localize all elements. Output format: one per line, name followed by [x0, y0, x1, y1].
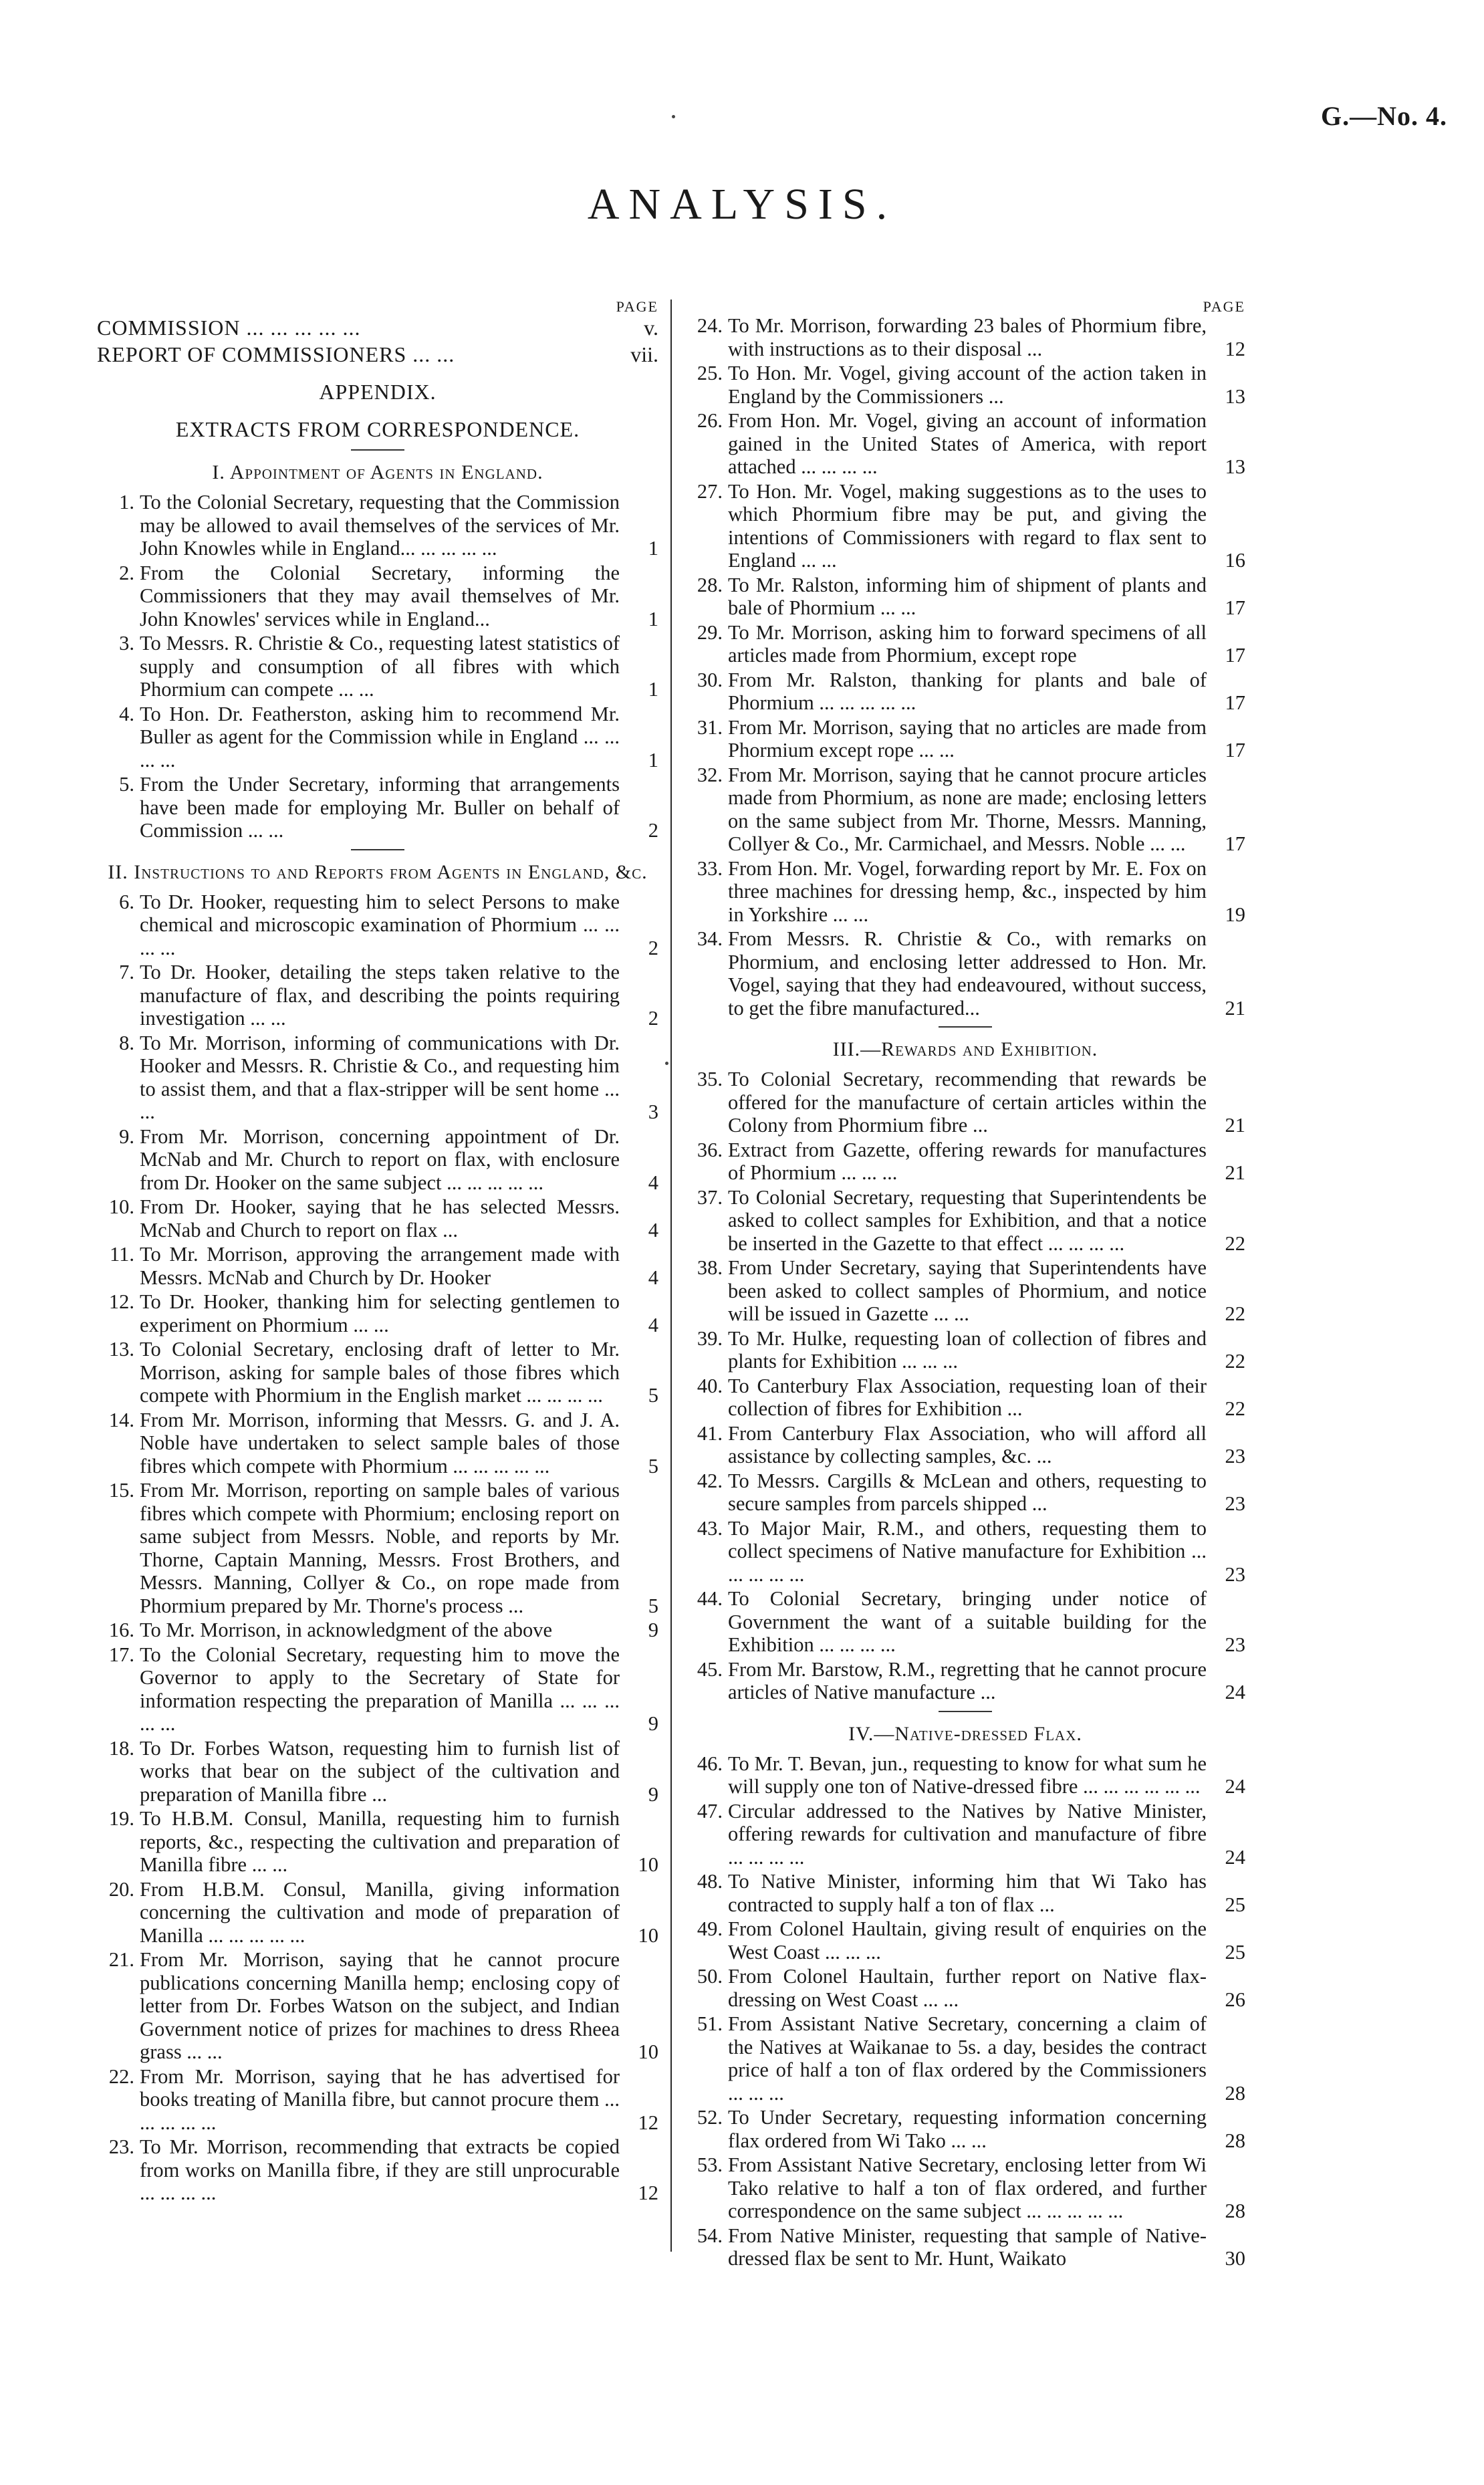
- entry-text: From Messrs. R. Christie & Co., with remarks on Phormium, and enclosing letter addressed to Hon. Mr. Vogel, saying that they had endeavoured, without success, to get the fibre manufactured...: [728, 927, 1207, 1020]
- entry-number: 4.: [119, 702, 134, 725]
- toc-entry: [97, 1125, 658, 1195]
- entry-page: 28: [1225, 2129, 1245, 2152]
- entry-number: 1.: [119, 491, 134, 513]
- page-column-label: PAGE: [616, 298, 658, 315]
- entry-page: 24: [1225, 1775, 1245, 1798]
- entry-page: 17: [1225, 644, 1245, 667]
- entry-page: 28: [1225, 2081, 1245, 2105]
- section-rule: [351, 849, 404, 850]
- section-heading: I. Appointment of Agents in England.: [212, 461, 543, 483]
- toc-entry: [97, 1807, 658, 1877]
- toc-entry: [97, 1878, 658, 1947]
- entry-text: From Mr. Ralston, thanking for plants and bale of Phormium ... ... ... ... ...: [728, 668, 1207, 714]
- entry-text: To Messrs. R. Christie & Co., requesting latest statistics of supply and consumption of all fibres with which Phormium can compete ... ...: [140, 632, 620, 701]
- entry-number: 31.: [697, 715, 723, 739]
- toc-entry: [685, 857, 1245, 927]
- entry-number: 14.: [108, 1408, 134, 1431]
- toc-entry: [685, 1422, 1245, 1468]
- entry-number: 8.: [119, 1031, 134, 1054]
- toc-entry: [685, 1658, 1245, 1704]
- entry-page: 4: [648, 1266, 658, 1289]
- entry-number: 9.: [119, 1125, 134, 1148]
- entry-text: To Colonial Secretary, bringing under notice of Government the want of a suitable building for the Exhibition ... ... ... ...: [728, 1587, 1207, 1656]
- entry-page: 1: [648, 607, 658, 630]
- entry-page: 23: [1225, 1492, 1245, 1515]
- entry-page: 22: [1225, 1302, 1245, 1325]
- entry-page: 1: [648, 678, 658, 701]
- toc-entry: [685, 621, 1245, 667]
- toc-entry: [685, 362, 1245, 408]
- toc-entry: [685, 2012, 1245, 2105]
- toc-entry: [685, 1256, 1245, 1326]
- entry-text: From Mr. Morrison, informing that Messrs. G. and J. A. Noble have undertaken to select sample bales of those fibres which compete with Phormium ... ... ... ... ...: [140, 1408, 620, 1477]
- toc-entry: [685, 1965, 1245, 2011]
- entry-text: To Colonial Secretary, enclosing draft of letter to Mr. Morrison, asking for sample bales of those fibres which compete with Phormium in the English market ... ... ... ...: [140, 1338, 620, 1407]
- toc-entry: [685, 1752, 1245, 1798]
- toc-lead-entry: [97, 341, 658, 368]
- entry-text: To Mr. Morrison, forwarding 23 bales of Phormium fibre, with instructions as to their disposal ...: [728, 314, 1207, 360]
- entry-number: 54.: [697, 2224, 723, 2247]
- toc-entry: [97, 1948, 658, 2064]
- entry-number: 45.: [697, 1657, 723, 1681]
- toc-entry: [97, 1243, 658, 1289]
- toc-entry: [97, 1338, 658, 1407]
- entry-page: 22: [1225, 1350, 1245, 1373]
- entry-page: 13: [1225, 384, 1245, 408]
- toc-entry: [685, 763, 1245, 856]
- entry-text: To the Colonial Secretary, requesting him to move the Governor to apply to the Secretary of State for information respecting the preparation of Manilla ... ... ... ... ...: [140, 1643, 620, 1735]
- entry-number: 7.: [119, 961, 134, 983]
- toc-entry: [685, 409, 1245, 479]
- entry-page: 17: [1225, 691, 1245, 714]
- section-heading: III.—Rewards and Exhibition.: [832, 1038, 1098, 1060]
- toc-entry: [685, 314, 1245, 360]
- toc-entry: [97, 2065, 658, 2135]
- lead-page: v.: [644, 316, 658, 340]
- toc-entry: [97, 961, 658, 1030]
- entry-page: 19: [1225, 903, 1245, 926]
- entry-page: 12: [638, 2111, 658, 2134]
- entry-page: 30: [1225, 2247, 1245, 2270]
- entry-text: To Mr. T. Bevan, jun., requesting to know for what sum he will supply one ton of Native-dressed fibre ... ... ... ... ... ...: [728, 1752, 1207, 1798]
- toc-entry: [685, 1068, 1245, 1137]
- entry-number: 13.: [108, 1338, 134, 1360]
- toc-entry: [97, 632, 658, 701]
- entry-page: 28: [1225, 2200, 1245, 2222]
- toc-entry: [685, 2153, 1245, 2223]
- entry-number: 34.: [697, 927, 723, 950]
- appendix-heading: APPENDIX.: [319, 380, 437, 404]
- toc-entry: [685, 927, 1245, 1020]
- toc-entry: [97, 1643, 658, 1736]
- entry-text: To Colonial Secretary, requesting that Superintendents be asked to collect samples for Exhibition, and that a notice be inserted in the Gazette to that effect ... ... ... ...: [728, 1185, 1207, 1255]
- entry-page: 26: [1225, 1988, 1245, 2011]
- entry-text: From Colonel Haultain, further report on Native flax-dressing on West Coast ... ...: [728, 1965, 1207, 2011]
- entry-page: 21: [1225, 1161, 1245, 1184]
- entry-page: 4: [648, 1313, 658, 1336]
- entry-number: 50.: [697, 1965, 723, 1988]
- entry-page: 4: [648, 1218, 658, 1241]
- entry-page: 23: [1225, 1445, 1245, 1467]
- entry-text: Circular addressed to the Natives by Native Minister, offering rewards for cultivation and manufacture of fibre ... ... ... ...: [728, 1799, 1207, 1869]
- entry-number: 27.: [697, 479, 723, 503]
- entry-number: 38.: [697, 1256, 723, 1279]
- entry-number: 52.: [697, 2106, 723, 2129]
- toc-entry: [685, 1375, 1245, 1421]
- entry-text: To Dr. Hooker, thanking him for selecting gentlemen to experiment on Phormium ... ...: [140, 1290, 620, 1336]
- entry-text: To Colonial Secretary, recommending that rewards be offered for the manufacture of certain articles within the Colony from Phormium fibre ...: [728, 1068, 1207, 1137]
- entry-number: 51.: [697, 2012, 723, 2035]
- toc-entry: [685, 1327, 1245, 1373]
- entry-page: 25: [1225, 1893, 1245, 1916]
- toc-entry: [685, 1870, 1245, 1916]
- entry-text: To Mr. Morrison, recommending that extracts be copied from works on Manilla fibre, if they are still unprocurable ... ... ... ...: [140, 2135, 620, 2204]
- entry-text: To the Colonial Secretary, requesting that the Commission may be allowed to avail themselves of the services of Mr. John Knowles while in England... ... ... ... ...: [140, 491, 620, 560]
- entry-number: 21.: [108, 1948, 134, 1971]
- document-id: G.—No. 4.: [1321, 101, 1447, 131]
- entry-text: To Dr. Hooker, requesting him to select Persons to make chemical and microscopic examination of Phormium ... ... ... ...: [140, 890, 620, 959]
- entry-page: 17: [1225, 739, 1245, 761]
- right-column: [685, 300, 1245, 2272]
- entry-number: 29.: [697, 620, 723, 644]
- entry-page: 5: [648, 1384, 658, 1407]
- entry-text: From the Under Secretary, informing that arrangements have been made for employing Mr. Buller on behalf of Commission ... ...: [140, 773, 620, 842]
- entry-page: 24: [1225, 1845, 1245, 1869]
- entry-page: 25: [1225, 1940, 1245, 1964]
- entry-number: 53.: [697, 2153, 723, 2176]
- entry-number: 28.: [697, 573, 723, 596]
- toc-entry: [685, 2224, 1245, 2270]
- entry-number: 22.: [108, 2064, 134, 2088]
- section-rule: [939, 1026, 992, 1028]
- entry-number: 15.: [108, 1479, 134, 1502]
- entry-number: 6.: [119, 890, 134, 913]
- toc-entry: [97, 491, 658, 560]
- page-column-label: PAGE: [1203, 298, 1245, 315]
- entry-text: From Mr. Morrison, concerning appointment of Dr. McNab and Mr. Church to report on flax, with enclosure from Dr. Hooker on the same subject ... ... ... ... ...: [140, 1125, 620, 1194]
- entry-page: 2: [648, 819, 658, 842]
- entry-text: From Mr. Barstow, R.M., regretting that he cannot procure articles of Native manufacture ...: [728, 1657, 1207, 1703]
- entry-number: 3.: [119, 632, 134, 655]
- entry-number: 26.: [697, 409, 723, 432]
- entry-number: 32.: [697, 763, 723, 786]
- toc-lead-entry: [97, 314, 658, 341]
- left-column: [97, 300, 658, 2206]
- entry-text: To Mr. Morrison, informing of communications with Dr. Hooker and Messrs. R. Christie & Co., and requesting him to assist them, and that a flax-stripper will be sent home ... ...: [140, 1031, 620, 1123]
- extracts-heading: EXTRACTS FROM CORRESPONDENCE.: [175, 417, 580, 441]
- entry-text: To Mr. Morrison, asking him to forward specimens of all articles made from Phormium, except rope: [728, 620, 1207, 667]
- toc-entry: [685, 716, 1245, 762]
- entry-text: From H.B.M. Consul, Manilla, giving information concerning the cultivation and mode of preparation of Manilla ... ... ... ... ...: [140, 1877, 620, 1947]
- entry-text: From Hon. Mr. Vogel, giving an account of information gained in the United States of America, with report attached ... ... ... ...: [728, 409, 1207, 478]
- section-rule: [939, 1711, 992, 1712]
- section-rule: [351, 449, 404, 451]
- entry-page: 17: [1225, 596, 1245, 619]
- entry-text: From Hon. Mr. Vogel, forwarding report by Mr. E. Fox on three machines for dressing hemp, &c., inspected by him in Yorkshire ... ...: [728, 856, 1207, 926]
- toc-entry: [685, 480, 1245, 572]
- toc-entry: [97, 703, 658, 772]
- entry-text: From the Colonial Secretary, informing the Commissioners that they may avail themselves of Mr. John Knowles' services while in England...: [140, 561, 620, 630]
- entry-number: 24.: [697, 314, 723, 337]
- entry-number: 49.: [697, 1917, 723, 1940]
- entry-page: 4: [648, 1171, 658, 1194]
- entry-page: 10: [638, 1853, 658, 1876]
- speck-mark: [665, 1062, 668, 1065]
- toc-entry: [685, 1139, 1245, 1185]
- entry-text: To Under Secretary, requesting information concerning flax ordered from Wi Tako ... ...: [728, 2106, 1207, 2152]
- section-heading: IV.—Native-dressed Flax.: [848, 1722, 1082, 1745]
- entry-number: 19.: [108, 1807, 134, 1830]
- entry-text: To Hon. Mr. Vogel, giving account of the action taken in England by the Commissioners ...: [728, 362, 1207, 408]
- entry-page: 22: [1225, 1231, 1245, 1255]
- entry-page: 13: [1225, 455, 1245, 478]
- entry-page: 12: [638, 2181, 658, 2204]
- entry-page: 1: [648, 537, 658, 560]
- entry-number: 20.: [108, 1877, 134, 1901]
- entry-number: 30.: [697, 668, 723, 691]
- entry-text: From Assistant Native Secretary, enclosing letter from Wi Tako relative to half a ton of flax ordered, and further correspondence on the same subject ... ... ... ... ...: [728, 2153, 1207, 2222]
- page-title: ANALYSIS.: [587, 180, 897, 229]
- toc-entry: [97, 773, 658, 842]
- entry-text: From Mr. Morrison, saying that he cannot procure articles made from Phormium, as none are made; enclosing letters on the same subject from Mr. Thorne, Messrs. Manning, Collyer & Co., Mr. Carmichael, and Messrs. Noble ... ...: [728, 763, 1207, 855]
- entry-number: 48.: [697, 1870, 723, 1893]
- entry-text: From Assistant Native Secretary, concerning a claim of the Natives at Waikanae to 5s. a day, besides the contract price of half a ton of flax ordered by the Commissioners ... ... ...: [728, 2012, 1207, 2105]
- entry-page: 12: [1225, 337, 1245, 360]
- entry-text: To Major Mair, R.M., and others, requesting them to collect specimens of Native manufacture for Exhibition ... ... ... ... ...: [728, 1516, 1207, 1586]
- toc-entry: [685, 1917, 1245, 1964]
- entry-text: From Native Minister, requesting that sample of Native-dressed flax be sent to Mr. Hunt, Waikato: [728, 2224, 1207, 2270]
- entry-number: 35.: [697, 1068, 723, 1090]
- speck-mark: [672, 115, 675, 118]
- entry-text: From Dr. Hooker, saying that he has selected Messrs. McNab and Church to report on flax ...: [140, 1195, 620, 1241]
- entry-text: From Canterbury Flax Association, who will afford all assistance by collecting samples, &c. ...: [728, 1421, 1207, 1467]
- entry-text: To Dr. Forbes Watson, requesting him to furnish list of works that bear on the subject of the cultivation and preparation of Manilla fibre ...: [140, 1736, 620, 1806]
- entry-page: 5: [648, 1454, 658, 1477]
- entry-number: 16.: [108, 1619, 134, 1641]
- toc-entry: [97, 1409, 658, 1478]
- entry-number: 42.: [697, 1469, 723, 1492]
- entry-number: 10.: [108, 1195, 134, 1218]
- entry-number: 47.: [697, 1799, 723, 1822]
- entry-page: 16: [1225, 549, 1245, 572]
- entry-number: 17.: [108, 1643, 134, 1666]
- entry-text: From Mr. Morrison, saying that he cannot procure publications concerning Manilla hemp; enclosing copy of letter from Dr. Forbes Watson on the subject, and Indian Government notice of prizes for machines to dress Rheea grass ... ...: [140, 1948, 620, 2063]
- toc-entry: [97, 1032, 658, 1124]
- toc-entry: [97, 2135, 658, 2205]
- entry-number: 25.: [697, 362, 723, 384]
- toc-entry: [685, 1587, 1245, 1657]
- entry-text: To Mr. Ralston, informing him of shipment of plants and bale of Phormium ... ...: [728, 573, 1207, 619]
- entry-text: To Native Minister, informing him that Wi Tako has contracted to supply half a ton of flax ...: [728, 1870, 1207, 1916]
- entry-text: Extract from Gazette, offering rewards for manufactures of Phormium ... ... ...: [728, 1138, 1207, 1184]
- entry-page: 10: [638, 1923, 658, 1947]
- entry-number: 5.: [119, 773, 134, 796]
- entry-page: 9: [648, 1619, 658, 1641]
- entry-number: 18.: [108, 1736, 134, 1760]
- entry-page: 5: [648, 1594, 658, 1617]
- entry-number: 11.: [110, 1243, 134, 1266]
- entry-number: 43.: [697, 1516, 723, 1540]
- toc-entry: [97, 1479, 658, 1617]
- entry-text: From Mr. Morrison, reporting on sample bales of various fibres which compete with Phormium; enclosing report on same subject from Messrs. Noble, and reports by Mr. Thorne, Captain Manning, Messrs. Frost Brothers, and Messrs. Manning, Collyer & Co., on rope made from Phormium prepared by Mr. Thorne's process ...: [140, 1479, 620, 1617]
- entry-page: 10: [638, 2040, 658, 2063]
- entry-text: From Mr. Morrison, saying that no articles are made from Phormium except rope ... ...: [728, 715, 1207, 761]
- entry-page: 1: [648, 748, 658, 772]
- toc-entry: [97, 1619, 658, 1642]
- entry-page: 24: [1225, 1681, 1245, 1703]
- entry-text: To Canterbury Flax Association, requesting loan of their collection of fibres for Exhibition ...: [728, 1374, 1207, 1420]
- entry-page: 23: [1225, 1562, 1245, 1586]
- toc-entry: [685, 574, 1245, 620]
- entry-page: 23: [1225, 1633, 1245, 1656]
- entry-text: From Colonel Haultain, giving result of enquiries on the West Coast ... ... ...: [728, 1917, 1207, 1964]
- entry-text: From Mr. Morrison, saying that he has advertised for books treating of Manilla fibre, but cannot procure them ... ... ... ... ...: [140, 2064, 620, 2134]
- entry-page: 9: [648, 1782, 658, 1806]
- entry-number: 39.: [697, 1326, 723, 1350]
- entry-text: To Dr. Hooker, detailing the steps taken relative to the manufacture of flax, and describing the points requiring investigation ... ...: [140, 961, 620, 1030]
- entry-text: To H.B.M. Consul, Manilla, requesting him to furnish reports, &c., respecting the cultivation and preparation of Manilla fibre ... ...: [140, 1807, 620, 1876]
- toc-entry: [685, 2106, 1245, 2152]
- toc-entry: [685, 1517, 1245, 1586]
- entry-number: 36.: [697, 1138, 723, 1161]
- entry-text: From Under Secretary, saying that Superintendents have been asked to collect samples of Phormium, and notice will be issued in Gazette ... ...: [728, 1256, 1207, 1325]
- entry-text: To Hon. Mr. Vogel, making suggestions as to the uses to which Phormium fibre may be put, and giving the intentions of Commissioners with regard to flax sent to England ... ...: [728, 479, 1207, 572]
- entry-text: To Mr. Hulke, requesting loan of collection of fibres and plants for Exhibition ... ... ...: [728, 1326, 1207, 1373]
- entry-page: 21: [1225, 996, 1245, 1020]
- entry-number: 37.: [697, 1185, 723, 1209]
- toc-entry: [685, 1800, 1245, 1869]
- section-heading: II. Instructions to and Reports from Agents in England, &c.: [108, 860, 648, 883]
- toc-entry: [685, 1186, 1245, 1256]
- entry-number: 2.: [119, 561, 134, 584]
- entry-page: 2: [648, 1007, 658, 1030]
- entry-text: To Hon. Dr. Featherston, asking him to recommend Mr. Buller as agent for the Commission while in England ... ... ... ...: [140, 702, 620, 772]
- column-divider: [670, 300, 672, 2252]
- toc-entry: [97, 1195, 658, 1241]
- entry-page: 21: [1225, 1114, 1245, 1137]
- entry-number: 12.: [108, 1290, 134, 1313]
- entry-number: 33.: [697, 856, 723, 880]
- entry-number: 40.: [697, 1374, 723, 1397]
- entry-number: 44.: [697, 1587, 723, 1610]
- entry-text: To Messrs. Cargills & McLean and others, requesting to secure samples from parcels shipped ...: [728, 1469, 1207, 1515]
- entry-page: 17: [1225, 832, 1245, 855]
- lead-label: REPORT OF COMMISSIONERS ... ...: [97, 342, 455, 366]
- toc-entry: [97, 1290, 658, 1336]
- toc-entry: [685, 1469, 1245, 1516]
- toc-entry: [97, 1737, 658, 1806]
- entry-number: 23.: [108, 2135, 134, 2158]
- entry-page: 22: [1225, 1397, 1245, 1420]
- entry-number: 41.: [697, 1421, 723, 1445]
- entry-page: 2: [648, 936, 658, 959]
- entry-page: 3: [648, 1100, 658, 1123]
- lead-label: COMMISSION ... ... ... ... ...: [97, 316, 361, 340]
- toc-entry: [97, 562, 658, 631]
- entry-text: To Mr. Morrison, approving the arrangement made with Messrs. McNab and Church by Dr. Hooker: [140, 1243, 620, 1289]
- toc-entry: [685, 669, 1245, 715]
- entry-text: To Mr. Morrison, in acknowledgment of the above: [140, 1619, 553, 1641]
- entry-number: 46.: [697, 1752, 723, 1775]
- toc-entry: [97, 891, 658, 960]
- lead-page: vii.: [630, 342, 658, 366]
- entry-page: 9: [648, 1712, 658, 1735]
